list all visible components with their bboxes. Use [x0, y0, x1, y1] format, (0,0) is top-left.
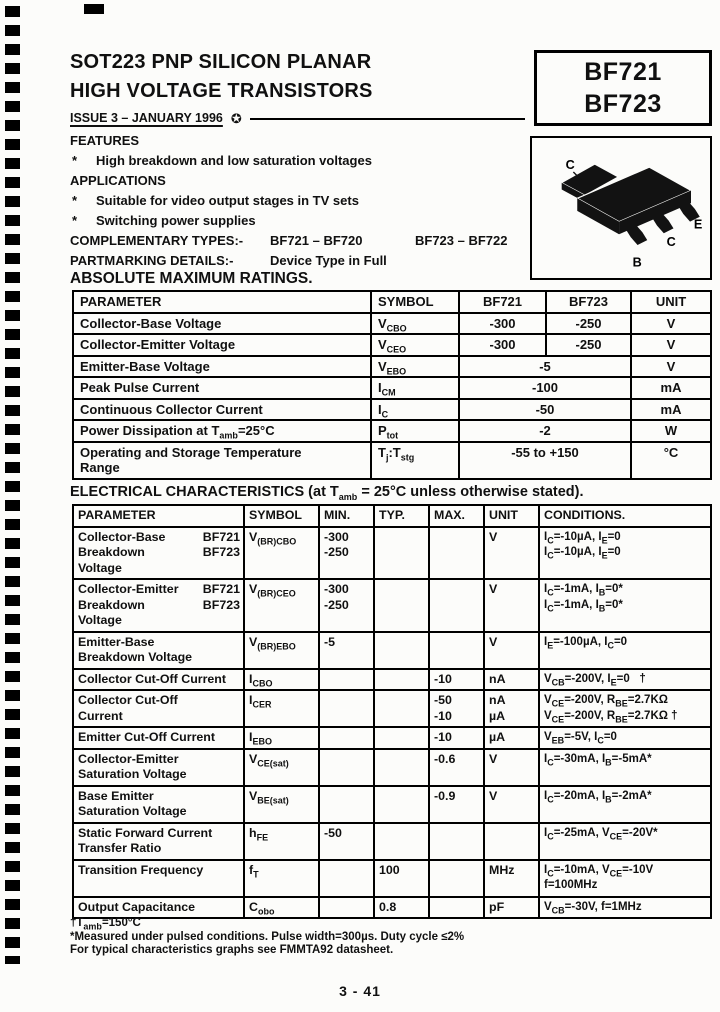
- table-cell: [429, 897, 484, 919]
- page-number: 3 - 41: [339, 983, 381, 999]
- table-cell: [374, 786, 429, 823]
- table-cell: -5: [319, 632, 374, 669]
- table-cell: [374, 690, 429, 727]
- abs-max-row: [73, 356, 711, 378]
- elec-row: [73, 860, 711, 897]
- elec-row: [73, 579, 711, 632]
- col-header-unit: UNIT: [484, 505, 539, 527]
- table-cell: 0.8: [374, 897, 429, 919]
- application-item: [70, 193, 528, 209]
- table-cell: $I_C=-30mA$, $I_B=-5mA*$: [539, 749, 711, 786]
- application-text: Suitable for video output stages in TV sets: [96, 193, 359, 208]
- table-cell: $I_{CER}$: [244, 690, 319, 727]
- table-cell: [374, 632, 429, 669]
- application-text: Switching power supplies: [96, 213, 256, 228]
- table-cell: -50 -10: [429, 690, 484, 727]
- table-cell: Transition Frequency: [73, 860, 244, 897]
- table-cell: Output Capacitance: [73, 897, 244, 919]
- table-cell: -250: [546, 313, 631, 335]
- abs-max-table: [72, 290, 712, 480]
- col-header-conditions: CONDITIONS.: [539, 505, 711, 527]
- abs-max-header-row: [73, 291, 711, 313]
- table-cell: µA: [484, 727, 539, 749]
- table-cell: pF: [484, 897, 539, 919]
- col-header-parameter: PARAMETER: [73, 291, 371, 313]
- col-header-symbol: SYMBOL: [371, 291, 459, 313]
- header: [70, 48, 525, 125]
- col-header-unit: UNIT: [631, 291, 711, 313]
- table-cell: [429, 823, 484, 860]
- table-cell: [374, 669, 429, 691]
- table-cell: $I_C=-1mA$, $I_B=0*$ $I_C=-1mA$, $I_B=0*$: [539, 579, 711, 632]
- table-cell: [319, 669, 374, 691]
- applications-heading: APPLICATIONS: [70, 173, 166, 188]
- table-cell: Peak Pulse Current: [73, 377, 371, 399]
- table-cell: [319, 860, 374, 897]
- col-header-typ: TYP.: [374, 505, 429, 527]
- table-cell: -10: [429, 669, 484, 691]
- table-cell: -300 -250: [319, 579, 374, 632]
- table-cell: $V_{EB}=-5V$, $I_C=0$: [539, 727, 711, 749]
- table-cell: V: [484, 579, 539, 632]
- footnote-graphs: For typical characteristics graphs see FMMTA92 datasheet.: [70, 944, 394, 956]
- elec-row: [73, 632, 711, 669]
- abs-max-row: [73, 377, 711, 399]
- device-number-box: [534, 50, 712, 126]
- table-cell: $I_{EBO}$: [244, 727, 319, 749]
- table-cell: $I_C=-20mA$, $I_B=-2mA*$: [539, 786, 711, 823]
- table-cell: V: [484, 786, 539, 823]
- table-cell: [429, 527, 484, 580]
- device-number-bf723: BF723: [584, 90, 662, 118]
- pin-label-c-tab: C: [565, 158, 575, 173]
- table-cell: V: [484, 632, 539, 669]
- table-cell: [374, 727, 429, 749]
- table-cell: $V_{EBO}$: [371, 356, 459, 378]
- table-cell: $I_{CM}$: [371, 377, 459, 399]
- table-cell: [319, 897, 374, 919]
- feature-item: [70, 153, 528, 169]
- rule-line: [250, 118, 525, 120]
- footnote-pulsed: *Measured under pulsed conditions. Pulse width=300µs. Duty cycle ≤2%: [70, 930, 465, 943]
- complementary-pair-1: BF721 – BF720: [270, 233, 363, 248]
- col-header-bf723: BF723: [546, 291, 631, 313]
- table-cell: V: [484, 749, 539, 786]
- table-cell: [429, 632, 484, 669]
- table-cell: $V_{CB}=-200V$, $I_E=0$ †: [539, 669, 711, 691]
- table-cell: $T_j:T_{stg}$: [371, 442, 459, 479]
- abs-max-row: [73, 399, 711, 421]
- col-header-bf721: BF721: [459, 291, 546, 313]
- abs-max-table-body: [73, 313, 711, 479]
- pin-label-b: B: [632, 255, 642, 270]
- issue-date: ISSUE 3 – JANUARY 1996: [70, 111, 223, 125]
- table-cell: Operating and Storage Temperature Range: [73, 442, 371, 479]
- table-cell: $I_E=-100\mu A$, $I_C=0$: [539, 632, 711, 669]
- table-cell: Emitter Cut-Off Current: [73, 727, 244, 749]
- table-cell: Collector Cut-Off Current: [73, 690, 244, 727]
- page-title-line1: SOT223 PNP SILICON PLANAR: [70, 51, 372, 73]
- table-cell: -100: [459, 377, 631, 399]
- footnote-dagger: $\dagger T_{amb}=150^\circ C$: [70, 917, 141, 932]
- elec-row: [73, 749, 711, 786]
- table-cell: [374, 527, 429, 580]
- elec-char-table: [72, 504, 712, 919]
- table-cell: V: [631, 313, 711, 335]
- pin-label-e: E: [693, 217, 703, 232]
- table-cell: V: [484, 527, 539, 580]
- table-cell: $f_T$: [244, 860, 319, 897]
- table-cell: mA: [631, 399, 711, 421]
- table-cell: Collector-Emitter BF721 Breakdown BF723 Voltage: [73, 579, 244, 632]
- table-cell: -250: [546, 334, 631, 356]
- complementary-row: [70, 233, 528, 249]
- table-cell: -300 -250: [319, 527, 374, 580]
- table-cell: 100: [374, 860, 429, 897]
- bullet: *: [72, 153, 78, 168]
- col-header-symbol: SYMBOL: [244, 505, 319, 527]
- table-cell: $I_C=-10mA$, $V_{CE}=-10V$ f=100MHz: [539, 860, 711, 897]
- table-cell: [319, 786, 374, 823]
- table-cell: $P_{tot}$: [371, 420, 459, 442]
- abs-max-row: [73, 442, 711, 479]
- device-number-bf721: BF721: [584, 58, 662, 86]
- table-cell: [484, 823, 539, 860]
- features-heading: FEATURES: [70, 133, 140, 148]
- table-cell: -0.6: [429, 749, 484, 786]
- application-item: [70, 213, 528, 229]
- table-cell: -5: [459, 356, 631, 378]
- table-cell: mA: [631, 377, 711, 399]
- table-cell: -2: [459, 420, 631, 442]
- table-cell: $I_C$: [371, 399, 459, 421]
- elec-header-row: [73, 505, 711, 527]
- table-cell: Power Dissipation at $T_{amb}=25^\circ C$: [73, 420, 371, 442]
- elec-row: [73, 669, 711, 691]
- table-cell: Base Emitter Saturation Voltage: [73, 786, 244, 823]
- table-cell: Emitter-Base Breakdown Voltage: [73, 632, 244, 669]
- package-drawing-box: [530, 136, 712, 280]
- elec-row: [73, 897, 711, 919]
- table-cell: Collector Cut-Off Current: [73, 669, 244, 691]
- table-cell: $I_C=-10\mu A$, $I_E=0$ $I_C=-10\mu A$, $I_E=0$: [539, 527, 711, 580]
- table-cell: $V_{CE(sat)}$: [244, 749, 319, 786]
- elec-row: [73, 786, 711, 823]
- scan-artifact-dot: [84, 4, 104, 14]
- elec-row: [73, 527, 711, 580]
- table-cell: [374, 749, 429, 786]
- partmarking-row: [70, 253, 528, 269]
- abs-max-row: [73, 334, 711, 356]
- col-header-parameter: PARAMETER: [73, 505, 244, 527]
- table-cell: $V_{CEO}$: [371, 334, 459, 356]
- pin-label-c: C: [666, 234, 676, 249]
- col-header-max: MAX.: [429, 505, 484, 527]
- table-cell: -300: [459, 313, 546, 335]
- complementary-label: COMPLEMENTARY TYPES:-: [70, 233, 244, 248]
- elec-row: [73, 823, 711, 860]
- table-cell: °C: [631, 442, 711, 479]
- issue-row: [70, 111, 525, 125]
- abs-max-heading: ABSOLUTE MAXIMUM RATINGS.: [70, 270, 313, 287]
- table-cell: $I_{CBO}$: [244, 669, 319, 691]
- table-cell: -10: [429, 727, 484, 749]
- table-cell: V: [631, 356, 711, 378]
- table-cell: [319, 690, 374, 727]
- intro-section: [70, 133, 528, 273]
- table-cell: [429, 579, 484, 632]
- table-cell: Continuous Collector Current: [73, 399, 371, 421]
- table-cell: [374, 579, 429, 632]
- scan-artifact-marks: [5, 6, 20, 964]
- table-cell: nA µA: [484, 690, 539, 727]
- elec-table-body: [73, 527, 711, 919]
- table-cell: [319, 749, 374, 786]
- table-cell: Collector-Emitter Voltage: [73, 334, 371, 356]
- elec-row: [73, 727, 711, 749]
- table-cell: $V_{(BR)CEO}$: [244, 579, 319, 632]
- abs-max-row: [73, 313, 711, 335]
- col-header-min: MIN.: [319, 505, 374, 527]
- table-cell: $V_{CE}=-200V$, $R_{BE}=2.7K\Omega$ $V_{CE}=-200V$, $R_{BE}=2.7K\Omega$ †: [539, 690, 711, 727]
- table-cell: Emitter-Base Voltage: [73, 356, 371, 378]
- partmarking-label: PARTMARKING DETAILS:-: [70, 253, 234, 268]
- table-cell: $C_{obo}$: [244, 897, 319, 919]
- bullet: *: [72, 213, 78, 228]
- table-cell: [319, 727, 374, 749]
- table-cell: Collector-Emitter Saturation Voltage: [73, 749, 244, 786]
- table-cell: $V_{BE(sat)}$: [244, 786, 319, 823]
- elec-char-heading: ELECTRICAL CHARACTERISTICS (at $T_{amb} = 25^\circ C$ unless otherwise stated).: [70, 484, 584, 502]
- table-cell: $V_{CBO}$: [371, 313, 459, 335]
- footnotes: [70, 917, 464, 958]
- table-cell: $V_{(BR)EBO}$: [244, 632, 319, 669]
- elec-row: [73, 690, 711, 727]
- table-cell: $V_{(BR)CBO}$: [244, 527, 319, 580]
- table-cell: Static Forward Current Transfer Ratio: [73, 823, 244, 860]
- abs-max-row: [73, 420, 711, 442]
- table-cell: MHz: [484, 860, 539, 897]
- table-cell: W: [631, 420, 711, 442]
- table-cell: $h_{FE}$: [244, 823, 319, 860]
- bullet: *: [72, 193, 78, 208]
- table-cell: Collector-Base BF721 Breakdown BF723 Voltage: [73, 527, 244, 580]
- table-cell: [429, 860, 484, 897]
- table-cell: $I_C=-25mA$, $V_{CE}=-20V*$: [539, 823, 711, 860]
- table-cell: -300: [459, 334, 546, 356]
- table-cell: -50: [319, 823, 374, 860]
- table-cell: -55 to +150: [459, 442, 631, 479]
- partmarking-value: Device Type in Full: [270, 253, 387, 268]
- table-cell: -50: [459, 399, 631, 421]
- sot223-package-drawing: [532, 138, 710, 278]
- table-cell: -0.9: [429, 786, 484, 823]
- page-title-line2: HIGH VOLTAGE TRANSISTORS: [70, 80, 373, 102]
- feature-text: High breakdown and low saturation voltages: [96, 153, 372, 168]
- complementary-pair-2: BF723 – BF722: [415, 233, 508, 248]
- table-cell: V: [631, 334, 711, 356]
- table-cell: $V_{CB}=-30V$, f=1MHz: [539, 897, 711, 919]
- table-cell: [374, 823, 429, 860]
- table-cell: Collector-Base Voltage: [73, 313, 371, 335]
- issue-mark-icon: ✪: [230, 110, 242, 126]
- table-cell: nA: [484, 669, 539, 691]
